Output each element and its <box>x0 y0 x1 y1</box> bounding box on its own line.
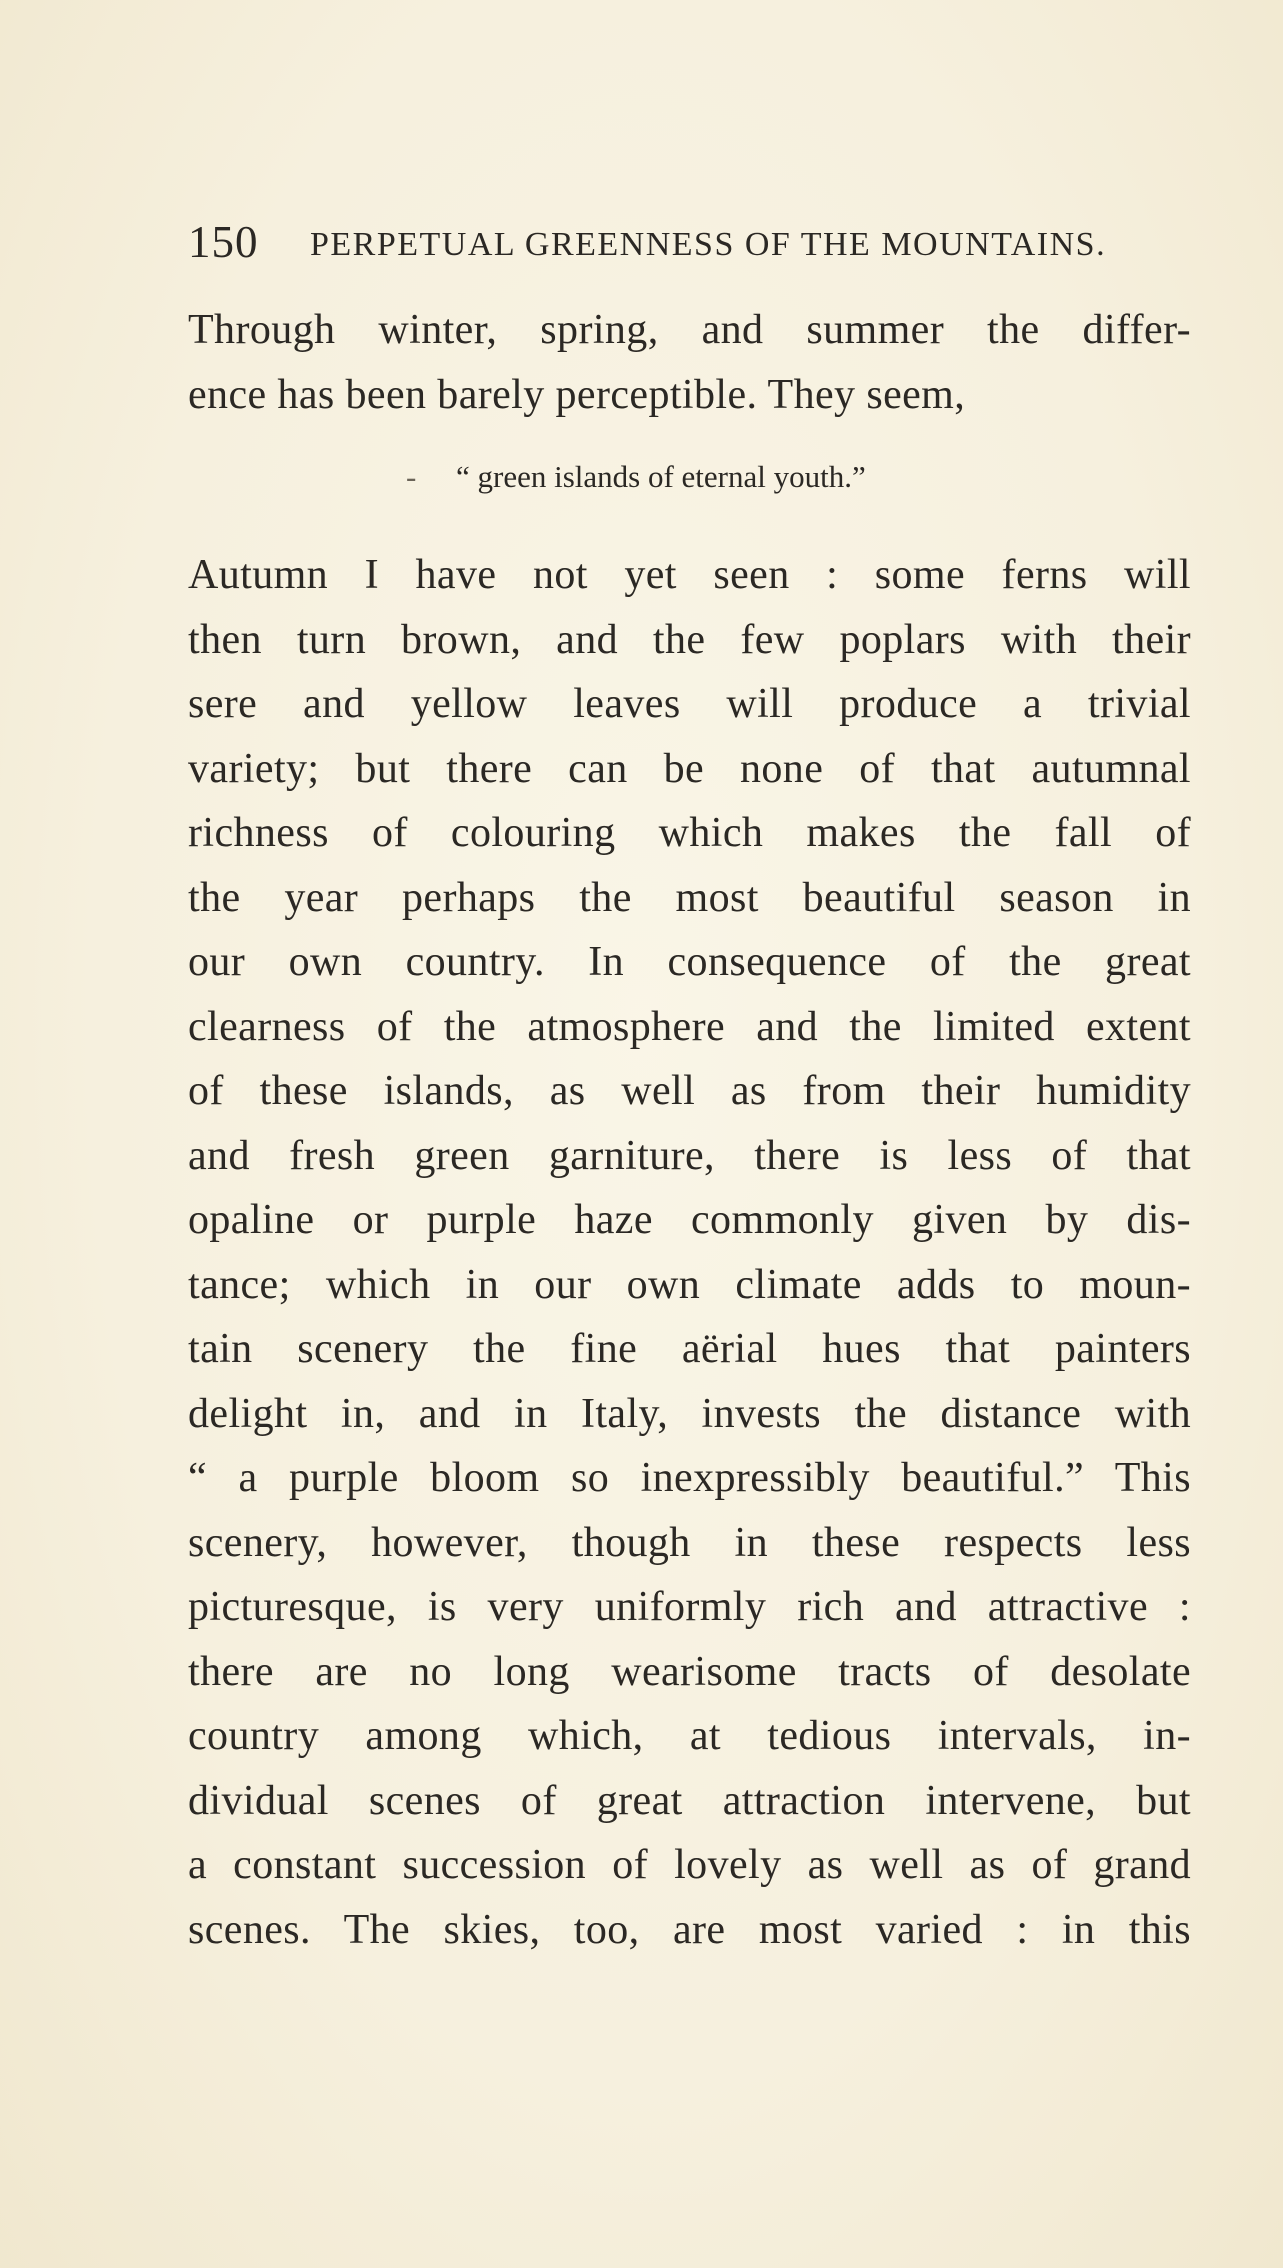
text-line: sere and yellow leaves will produce a trivial <box>188 681 1191 727</box>
running-title: PERPETUAL GREENNESS OF THE MOUNTAINS. <box>310 226 1107 263</box>
text-line: country among which, at tedious intervals, in- <box>188 1713 1191 1759</box>
text-line: delight in, and in Italy, invests the distance with <box>188 1390 1191 1437</box>
running-head <box>188 214 1178 274</box>
page-number: 150 <box>188 217 259 267</box>
text-line: dividual scenes of great attraction intervene, but <box>188 1777 1191 1824</box>
text-line: ence has been barely perceptible. They seem, <box>188 371 966 418</box>
text-line: clearness of the atmosphere and the limited extent <box>188 1003 1191 1050</box>
text-line: the year perhaps the most beautiful season in <box>188 874 1191 921</box>
text-line: then turn brown, and the few poplars with their <box>188 616 1191 663</box>
text-line: of these islands, as well as from their humidity <box>188 1068 1191 1114</box>
quote-dash: - <box>406 459 417 494</box>
text-line: richness of colouring which makes the fall of <box>188 810 1191 856</box>
quote-text: “ green islands of eternal youth.” <box>456 459 866 494</box>
text-line: scenes. The skies, too, are most varied : in this <box>188 1906 1191 1953</box>
text-line: variety; but there can be none of that autumnal <box>188 745 1191 792</box>
text-line: “ a purple bloom so inexpressibly beautiful.” This <box>188 1455 1191 1501</box>
text-line: our own country. In consequence of the great <box>188 939 1191 985</box>
paragraph <box>188 543 1191 1962</box>
text-line: scenery, however, though in these respects less <box>188 1519 1191 1566</box>
text-line: and fresh green garniture, there is less of that <box>188 1132 1191 1179</box>
text-line: there are no long wearisome tracts of desolate <box>188 1648 1191 1695</box>
text-line: tain scenery the fine aërial hues that painters <box>188 1326 1191 1372</box>
text-line: picturesque, is very uniformly rich and attractive : <box>188 1584 1191 1630</box>
text-line: Autumn I have not yet seen : some ferns will <box>188 552 1191 598</box>
body-text <box>188 298 1191 1962</box>
text-line: a constant succession of lovely as well as of grand <box>188 1842 1191 1888</box>
text-line: opaline or purple haze commonly given by dis- <box>188 1197 1191 1243</box>
text-line: Through winter, spring, and summer the differ- <box>188 307 1191 353</box>
text-line: tance; which in our own climate adds to moun- <box>188 1261 1191 1308</box>
block-quote <box>406 455 1191 499</box>
